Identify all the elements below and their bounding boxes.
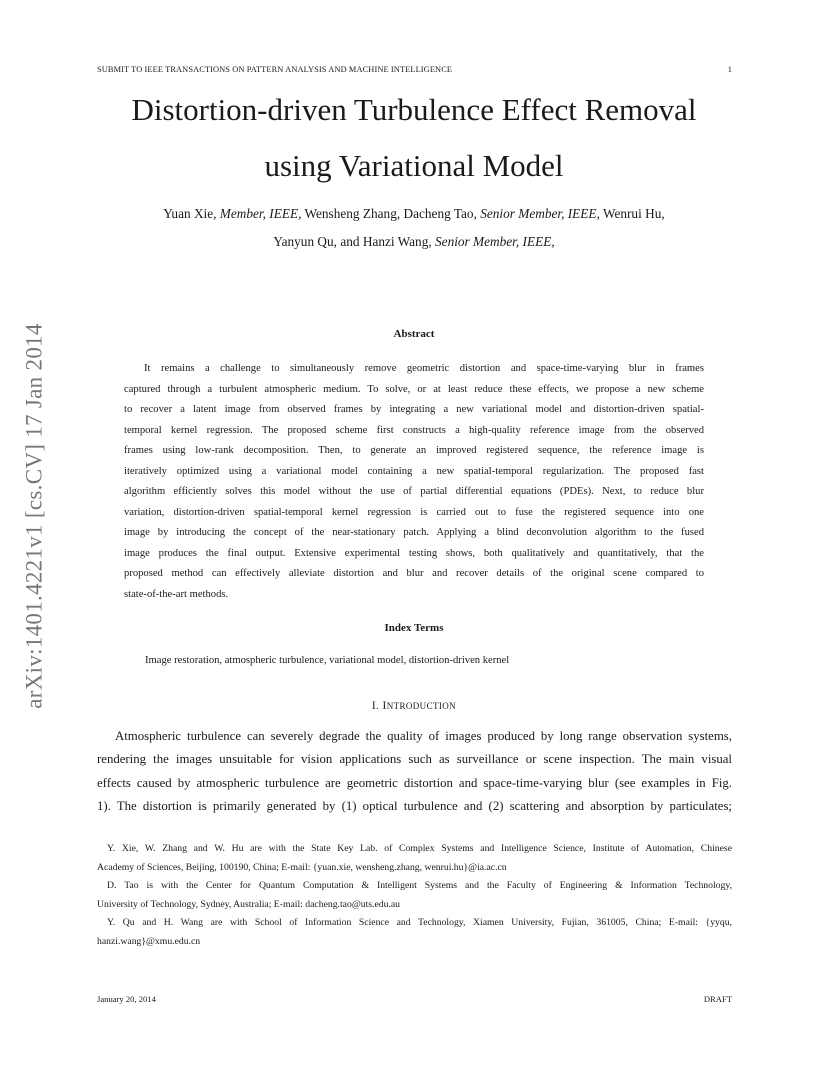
intro-line: effects caused by atmospheric turbulence are geometric distortion and space-time-varying blur (see examples in Fig. [97,775,732,790]
abstract-line: to recover a latent image from observed frames by integrating a new variational model and distortion-driven spatial- [124,404,704,415]
abstract-line: algorithm efficiently solves this model without the use of partial differential equations (PDEs). Next, to reduce blur [124,486,704,497]
paper-title-line-1: Distortion-driven Turbulence Effect Removal [131,92,697,127]
abstract-line: It remains a challenge to simultaneously remove geometric distortion and space-time-varying blur in frames [144,363,704,374]
footnote-line: Y. Qu and H. Wang are with School of Information Science and Technology, Xiamen University, Fujian, 361005, China; E-mail: {yyqu, [107,917,732,928]
footer-date: January 20, 2014 [97,994,156,1004]
author-list-line-1 [60,207,768,220]
page-number: 1 [727,65,732,74]
footnote-line: D. Tao is with the Center for Quantum Computation & Intelligent Systems and the Faculty of Engineering & Information Technology, [107,880,732,891]
abstract-line: image produces the final output. Extensive experimental testing shows, both qualitatively and quantitatively, that the [124,547,704,559]
index-terms-heading: Index Terms [384,622,444,634]
intro-line: 1). The distortion is primarily generated by (1) optical turbulence and (2) scattering and absorption by particulates; [97,798,732,813]
author-list-line-2 [60,235,768,248]
running-header [97,65,732,74]
author-affiliation-title: Senior Member, IEEE, [435,234,555,249]
author-segment: Wensheng Zhang, Dacheng Tao, [301,206,481,221]
footnote-line: Y. Xie, W. Zhang and W. Hu are with the State Key Lab. of Complex Systems and Intelligence Science, Institute of Automation, Chinese [107,843,732,854]
affiliation-footnotes [97,840,732,951]
abstract-line: proposed method can effectively alleviate distortion and blur and recover details of the original scene compared to [124,568,704,579]
abstract-line: iteratively optimized using a variational model containing a new spatial-temporal regularization. The proposed fast [124,465,704,477]
abstract-heading: Abstract [393,328,435,340]
author-segment: Yuan Xie, [163,206,220,221]
author-affiliation-title: Member, IEEE, [219,206,302,221]
abstract-line: temporal kernel regression. The proposed scheme first constructs a high-quality reference image from the observed [124,424,704,436]
footer-draft-label: DRAFT [703,994,732,1004]
author-affiliation-title: Senior Member, IEEE [480,206,597,221]
intro-line: Atmospheric turbulence can severely degrade the quality of images produced by long range observation systems, [115,729,732,743]
abstract-line: variation, distortion-driven spatial-temporal kernel regression is carried out to fuse the registered sequence into one [124,506,704,518]
footnote-line: Academy of Sciences, Beijing, 100190, China; E-mail: {yuan.xie, wensheng.zhang, wenrui.hu}@ia.ac.cn [97,861,507,873]
abstract-line: frames using low-rank decomposition. Then, to generate an improved registered sequence, the reference image is [124,445,704,456]
paper-title-line-2: using Variational Model [264,148,564,183]
abstract-line: captured through a turbulent atmospheric medium. To solve, or at least reduce these effects, we propose a new scheme [124,383,704,395]
arxiv-side-identifier [19,296,51,736]
introduction-heading [60,700,768,712]
page-footer [97,994,732,1004]
section-numeral: I. [371,700,383,712]
arxiv-identifier-text: arXiv:1401.4221v1 [cs.CV] 17 Jan 2014 [22,323,48,709]
section-title-rest: NTRODUCTION [386,701,457,711]
section-title-initial: I [382,700,387,712]
intro-line: rendering the images unsuitable for vision applications such as surveillance or scene inspection. The main visual [97,752,732,767]
footnote-line: University of Technology, Sydney, Australia; E-mail: dacheng.tao@uts.edu.au [97,898,401,910]
introduction-body [97,725,732,818]
footnote-line: hanzi.wang}@xmu.edu.cn [97,935,201,947]
journal-name: SUBMIT TO IEEE TRANSACTIONS ON PATTERN ANALYSIS AND MACHINE INTELLIGENCE [97,65,453,74]
abstract-line: image by introducing the concept of the near-stationary patch. Applying a blind deconvolution algorithm to the fused [124,527,704,538]
index-terms-text: Image restoration, atmospheric turbulence, variational model, distortion-driven kernel [145,655,510,666]
author-segment: Yanyun Qu, and Hanzi Wang, [273,234,436,249]
author-segment: , Wenrui Hu, [596,206,665,221]
abstract-line: state-of-the-art methods. [124,588,229,600]
abstract-body [124,359,704,605]
